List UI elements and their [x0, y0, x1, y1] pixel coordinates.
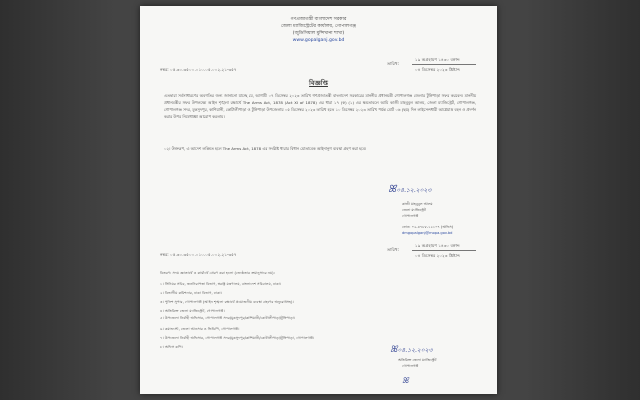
distribution-item-6: ৬। কমান্ড্যান্ট, জেলা আনসার ও ভিডিপি, গোপালগঞ্জ।	[160, 327, 240, 331]
header-website: www.gopalganj.gov.bd	[292, 38, 345, 43]
distribution-item-2: ২। বিভাগীয় কমিশনার, ঢাকা বিভাগ, ঢাকা।	[160, 291, 222, 295]
signatory-2-office: গোপালগঞ্জ	[402, 364, 419, 368]
signatory-office: গোপালগঞ্জ	[402, 214, 419, 218]
memo-number: নম্বর: ০৫.৩০.৩৫০০.০১০.০৫.০০২.২১-৩৫৭	[160, 67, 237, 72]
distribution-item-1: ১। সিনিয়র সচিব, জননিরাপত্তা বিভাগ, স্বরাষ্ট্র মন্ত্রণালয়, বাংলাদেশ সচিবালয়, ঢাকা।	[160, 282, 282, 286]
signatory-title: জেলা ম্যাজিস্ট্রেট	[402, 208, 426, 212]
notice-body: এতদ্বারা সর্বসাধারণের অবগতির জন্য জানানো যাচ্ছে যে, আগামী ০৭ ডিসেম্বর ২০২৩ তারিখ গণপ্রজাতন্ত্রী বাংলাদেশ সরকারের মাননীয় প্রধানমন্ত্রী গোপালগঞ্জ জেলার টুঙ্গিপাড়া সফর করবেন। মাননীয় প্রধানমন্ত্রীর সফর উপলক্ষ্যে আইন শৃঙ্খলা রক্ষার্থে The Arms Act, 1878 (Act XI of 1878) এর ধারা ১৭ (ক) (১) এর ক্ষমতাবলে আমি কাজী মাহবুবুল আলম, জেলা ম্যাজিস্ট্রেট, গোপালগঞ্জ, গোপালগঞ্জ সদর, মুকসুদপুর, কাশিয়ানী, কোটালীপাড়া ও টুঙ্গিপাড়া উপজেলায় ০৫ ডিসেম্বর ২০২৩ তারিখ হতে ১০ ডিসেম্বর ২০২৩ তারিখ পর্যন্ত মোট ০৬ (ছয়) দিন লাইসেন্সধারী আগ্নেয়াস্ত্র বহন ও প্রদর্শন করার উপর নিষেধাজ্ঞা আরোপ করলাম।	[164, 93, 476, 119]
date-2-bangla: ১৯ অগ্রহায়ণ ১৪৩০ বঙ্গাব্দ	[415, 243, 460, 248]
date-divider	[412, 64, 476, 65]
date-english: ০৪ ডিসেম্বর ২০২৩ খ্রিষ্টাব্দ	[415, 67, 460, 72]
signature-1-date: ০৪.১২.২০২৩	[396, 187, 432, 194]
date-2-english: ০৪ ডিসেম্বর ২০২৩ খ্রিষ্টাব্দ	[415, 253, 460, 258]
signature-2: ꕤ০৪.১২.২০২৩	[390, 345, 433, 355]
date-2-divider	[412, 250, 476, 251]
signature-2-date: ০৪.১২.২০২৩	[397, 347, 433, 354]
document-page	[140, 6, 497, 394]
distribution-item-3: ৩। পুলিশ সুপার, গোপালগঞ্জ (আইন শৃঙ্খলা রক্ষার্থে প্রয়োজনীয় ব্যবস্থা গ্রহণের অনুরোধসহ)।	[160, 300, 294, 304]
signatory-email: dmgopalganj@mopa.gov.bd	[402, 231, 453, 235]
distribution-item-7: ৭। উপজেলা নির্বাহী অফিসার, গোপালগঞ্জ সদর/মুকসুদপুর/কাশিয়ানী/কোটালীপাড়া/টুঙ্গিপাড়া, গোপালগঞ্জ।	[160, 336, 315, 340]
memo-2-number: নম্বর: ০৫.৩০.৩৫০০.০১০.০৫.০০২.২১-৩৫৭	[160, 252, 237, 257]
header-line-2: জেলা ম্যাজিস্ট্রেটের কার্যালয়, গোপালগঞ্জ	[280, 24, 357, 29]
distribution-item-5: ৫। উপজেলা নির্বাহী অফিসার, গোপালগঞ্জ সদর/মুকসুদপুর/কাশিয়ানী/কোটালীপাড়া/টুঙ্গিপাড়া।	[160, 316, 296, 320]
header-line-1: গণপ্রজাতন্ত্রী বাংলাদেশ সরকার	[290, 17, 347, 22]
date-label: তারিখ:	[387, 61, 400, 66]
signature-1: ꕤ০৪.১২.২০২৩	[388, 184, 432, 195]
notice-body-2: ০২। উক্তরূপ, এ আদেশ লঙ্ঘিত হলে The Arms Act, 1878 এর সংশ্লিষ্ট ধারার বিধান মোতাবেক আইনানুগ ব্যবস্থা গ্রহণ করা হবে।	[164, 146, 367, 151]
signatory-2-title: অতিরিক্ত জেলা ম্যাজিস্ট্রেট	[398, 358, 437, 362]
signatory-phone: ফোন: ০২-৪৭৮৮-১২১০৭ (অফিস)	[402, 225, 453, 229]
distribution-heading: বিতরণ: সদয় জ্ঞাতার্থে ও কার্যার্থে প্রেরণ করা হলো (জ্যেষ্ঠতার ক্রমানুসারে নয়):	[160, 271, 275, 275]
distribution-item-8: ৮। অফিস কপি।	[160, 345, 183, 349]
date-2-label: তারিখ:	[387, 247, 400, 252]
header-line-3: (জুডিসিয়াল মুন্সিখানা শাখা)	[292, 31, 345, 36]
distribution-item-4: ৪। অতিরিক্ত জেলা ম্যাজিস্ট্রেট, গোপালগঞ্জ।	[160, 309, 225, 313]
date-bangla: ১৯ অগ্রহায়ণ ১৪৩০ বঙ্গাব্দ	[415, 57, 460, 62]
signatory-name: কাজী মাহবুবুল আলম	[402, 202, 433, 206]
initials-mark: ꕤ	[402, 376, 409, 385]
notice-title: বিজ্ঞপ্তি	[309, 79, 328, 87]
